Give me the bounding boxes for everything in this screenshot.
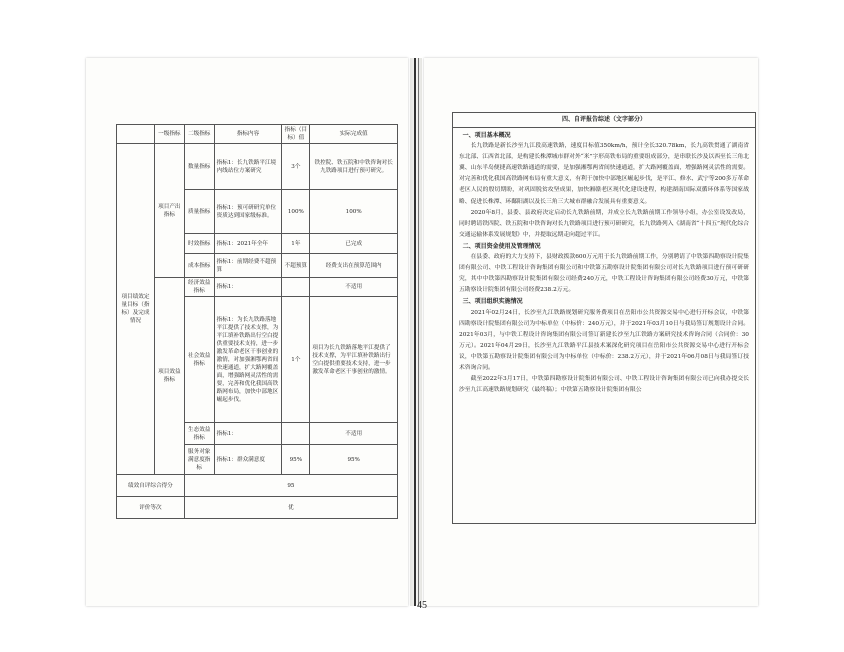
binding-line: [414, 58, 416, 606]
value-cell: 3个: [282, 144, 310, 190]
output-group-cell: 项目产出指标: [154, 144, 184, 278]
value-cell: 1年: [282, 234, 310, 254]
content-cell: 指标1：为长九铁路落地平江提供了技术支撑，为平江填补铁路出行空白提供重要技术支持，进一步激发革命老区干事创业的激情，对加强湘鄂两省间快速通道，扩大路网覆盖面，增强路网灵活性的需要，完善和优化我国高铁路网布局，加快中部地区崛起步伐。: [214, 297, 282, 423]
grade-value: 优: [184, 497, 397, 519]
grade-row: [117, 497, 398, 519]
l2-cell: 成本指标: [184, 254, 214, 278]
header-blank: [117, 125, 155, 144]
content-cell: 指标1：: [214, 423, 282, 445]
header-content: 指标内容: [214, 125, 282, 144]
result-cell: 经费支出在预算范围内: [310, 254, 398, 278]
result-cell: 95%: [310, 445, 398, 475]
content-cell: 指标1：2021年全年: [214, 234, 282, 254]
l2-cell: 社会效益指标: [184, 297, 214, 423]
header-level2: 二级指标: [184, 125, 214, 144]
section-heading-1: 一、项目基本概况: [462, 132, 511, 139]
value-cell: 95%: [282, 445, 310, 475]
value-cell: 100%: [282, 190, 310, 234]
table-row: [117, 144, 398, 190]
header-actual-value: 实际完成值: [310, 125, 398, 144]
value-cell: 不超预算: [282, 254, 310, 278]
l2-cell: 生态效益指标: [184, 423, 214, 445]
result-cell: 铁控院、铁五院和中铁咨询对长九铁路项目进行预可研究。: [310, 144, 398, 190]
category-cell: 项目绩效定量目标（指标）及完成情况: [117, 144, 155, 475]
l2-cell: 经济效益指标: [184, 278, 214, 297]
value-cell: [282, 278, 310, 297]
content-cell: 指标1：预可研研究单位资质达到国家级标准。: [214, 190, 282, 234]
paragraph-5: 截至2022年3月17日，中铁第四勘察设计院集团有限公司、中铁工程设计咨询集团有限公司已向我办提交长沙至九江高速铁路规划研究（最终稿）；中铁第五勘察设计院集团有限公: [459, 376, 749, 394]
binding-gutter: [410, 58, 422, 606]
result-cell: 已完成: [310, 234, 398, 254]
result-cell: 项目为长九铁路落地平江提供了技术支撑，为平江填补铁路出行空白提供重要技术支持，进一步激发革命老区干事创业的激情。: [310, 297, 398, 423]
report-body: [453, 128, 755, 396]
content-cell: 指标1：长九铁路平江境内线站位方案研究: [214, 144, 282, 190]
self-evaluation-report: [452, 112, 756, 524]
l2-cell: 数量指标: [184, 144, 214, 190]
total-score-label: 绩效自评综合得分: [117, 475, 185, 497]
value-cell: [282, 423, 310, 445]
table-header-row: [117, 125, 398, 144]
total-score-row: [117, 475, 398, 497]
result-cell: 不适用: [310, 278, 398, 297]
header-level1: 一级指标: [154, 125, 184, 144]
header-target-value: 指标（目标）值: [282, 125, 310, 144]
result-cell: 100%: [310, 190, 398, 234]
l2-cell: 时效指标: [184, 234, 214, 254]
grade-label: 评价等次: [117, 497, 185, 519]
benefit-group-cell: 项目效益指标: [154, 278, 184, 475]
performance-indicator-table: [116, 124, 398, 519]
content-cell: 指标1：前期经费不超预算: [214, 254, 282, 278]
paragraph-4: 2021年02月24日，长沙至九江铁路规划研究服务费项目在岳阳市公共资源交易中心进行开标会议，中铁第四勘察设计院集团有限公司为中标单位（中标价：240万元），并于2021年03月10日与我局签订规划设计合同。2021年03月，与中铁工程设计咨询集团有限公司签订新建长沙至九江铁路方案研究技术咨询合同（合同价：30万元）。2021年04月29日，长沙至九江铁路平江县技术案深化研究项目在岳阳市公共资源交易中心进行开标会议，中铁第五勘察设计院集团有限公司为中标单位（中标价：238.2万元），并于2021年06月08日与我局签订技术咨询合同。: [459, 309, 749, 371]
page-number: 45: [417, 600, 427, 611]
content-cell: 指标1：: [214, 278, 282, 297]
section-heading-3: 三、项目组织实施情况: [462, 298, 523, 306]
paragraph-3: 在县委、政府的大力支持下，县财政拨款600万元用于长九铁路前期工作，分别聘请了中铁第四勘察设计院集团有限公司、中铁工程设计咨询集团有限公司和中铁第五勘察设计院集团有限公司对长九铁路项目进行预可研研究，其中中铁第四勘察设计院集团有限公司经费240万元，中铁工程设计咨询集团有限公司经费30万元，中铁第五勘察设计院集团有限公司经费238.2万元。: [459, 254, 749, 294]
total-score-value: 95: [184, 475, 397, 497]
result-cell: 不适用: [310, 423, 398, 445]
paragraph-1: 长九铁路是新长沙至九江段高速铁路，速度目标值350km/h，预计全长320.78km，长九高铁贯通了湖南省东北部、江西省北部，是构建长株潭城市群对外“米”字形高铁布局的重要组成部分，是串联长沙及以西至长三角北翼、山东半岛便捷高速铁路通道的需要，是加强湘鄂两省间快速通道，扩大路网覆盖面，增强路网灵活性的需要。对完善和优化我国高铁路网布局有重大意义，有利于加快中部地区崛起步伐，是平江、修水、武宁等200多万革命老区人民的殷切期盼，对巩固脱贫攻坚成果，加快湘赣老区现代化建设进程，构建湖南国际双循环体系等国家战略、促进长株潭、环鄱阳湖以及长三角三大城市群融合发展具有重要意义。: [459, 143, 749, 205]
l2-cell: 服务对象满意度指标: [184, 445, 214, 475]
l2-cell: 质量指标: [184, 190, 214, 234]
value-cell: 1个: [282, 297, 310, 423]
section-heading-2: 二、项目资金使用及管理情况: [462, 242, 541, 250]
table-row: [117, 278, 398, 297]
content-cell: 指标1：群众满意度: [214, 445, 282, 475]
paragraph-2: 2020年8月，县委、县政府决定启动长九铁路前期，并成立长九铁路前期工作领导小组，办公室设发改局，同时聘请铁四院、铁五院和中铁咨询对长九铁路项目进行预可研研究，长九铁路列入《湖南省“十四五”现代化综合交通运输体系发展规划》中，并提取远期走向超过平江。: [459, 209, 749, 238]
report-title: 四、自评报告综述（文字部分）: [453, 113, 755, 128]
binding-line-inner: [418, 58, 419, 606]
